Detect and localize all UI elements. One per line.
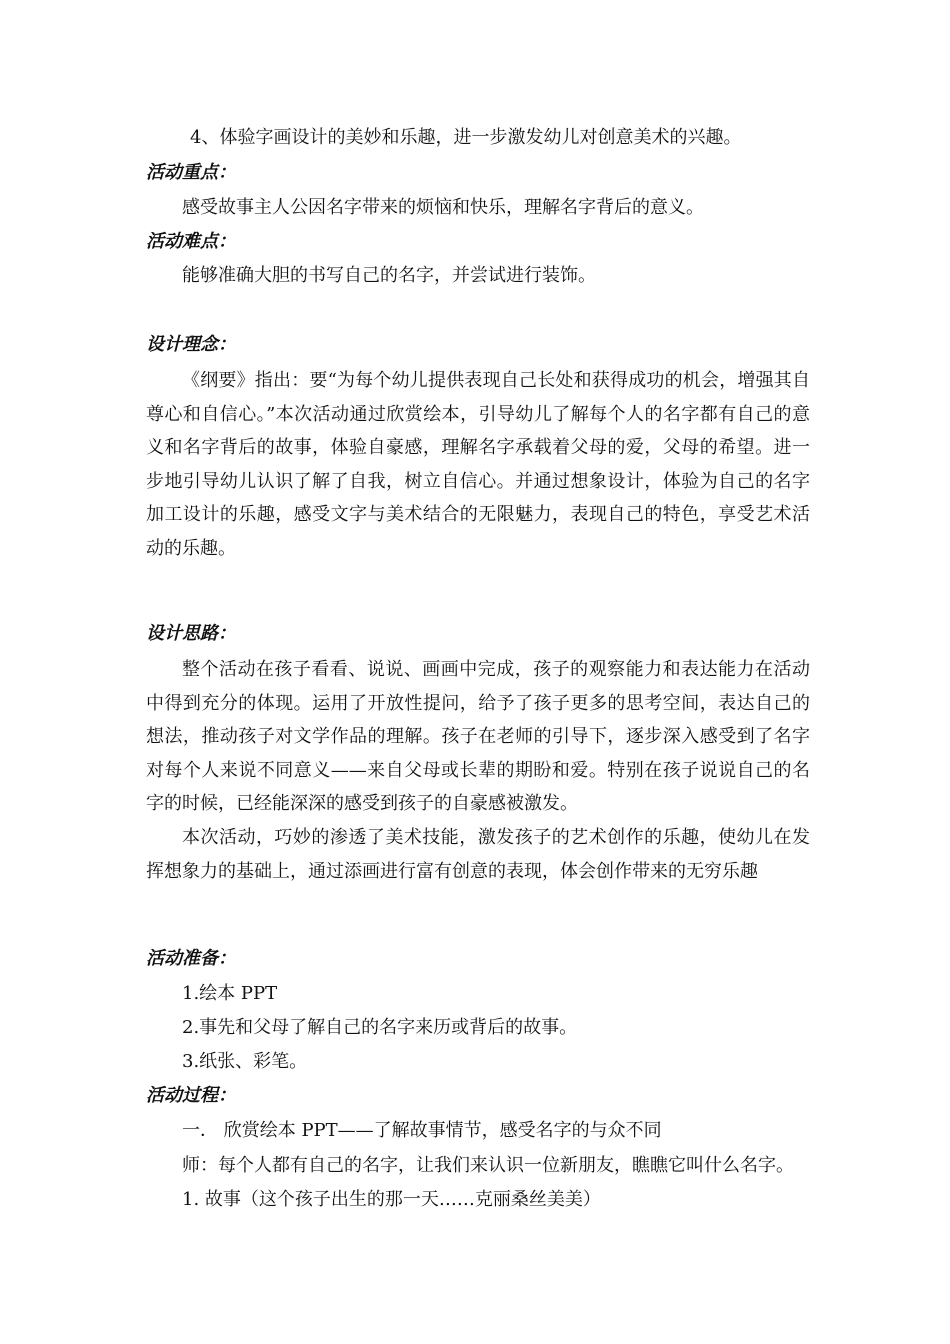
preparation-item: 1.绘本 PPT xyxy=(182,983,278,1004)
key-points-text: 感受故事主人公因名字带来的烦恼和快乐，理解名字背后的意义。 xyxy=(182,197,704,218)
concept-section xyxy=(146,364,810,566)
process-teacher-line: 师：每个人都有自己的名字，让我们来认识一位新朋友，瞧瞧它叫什么名字。 xyxy=(182,1155,794,1176)
difficulties-text: 能够准确大胆的书写自己的名字，并尝试进行装饰。 xyxy=(182,265,596,286)
preparation-item: 2.事先和父母了解自己的名字来历或背后的故事。 xyxy=(182,1017,578,1038)
approach-section xyxy=(146,653,810,888)
approach-heading: 设计思路： xyxy=(146,623,236,644)
difficulties-heading: 活动难点： xyxy=(146,231,236,252)
preparation-heading: 活动准备： xyxy=(146,948,236,969)
key-points-heading: 活动重点： xyxy=(146,162,236,183)
process-heading: 活动过程： xyxy=(146,1085,236,1106)
approach-paragraph-2: 本次活动，巧妙的渗透了美术技能，激发孩子的艺术创作的乐趣，使幼儿在发挥想象力的基础上，通过添画进行富有创意的表现，体会创作带来的无穷乐趣 xyxy=(146,826,810,882)
goal-4: 4、体验字画设计的美妙和乐趣，进一步激发幼儿对创意美术的兴趣。 xyxy=(190,127,742,148)
process-step-1: 一． 欣赏绘本 PPT——了解故事情节，感受名字的与众不同 xyxy=(182,1120,662,1141)
process-sub-item-1: 1. 故事（这个孩子出生的那一天……克丽桑丝美美） xyxy=(182,1189,601,1210)
concept-heading: 设计理念： xyxy=(146,334,236,355)
preparation-item: 3.纸张、彩笔。 xyxy=(182,1051,308,1072)
approach-paragraph-1: 整个活动在孩子看看、说说、画画中完成，孩子的观察能力和表达能力在活动中得到充分的体现。运用了开放性提问，给予了孩子更多的思考空间，表达自己的想法，推动孩子对文学作品的理解。孩子在老师的引导下，逐步深入感受到了名字对每个人来说不同意义——来自父母或长辈的期盼和爱。特别在孩子说说自己的名字的时候，已经能深深的感受到孩子的自豪感被激发。 xyxy=(146,659,810,815)
concept-paragraph: 《纲要》指出：要“为每个幼儿提供表现自己长处和获得成功的机会，增强其自尊心和自信心。”本次活动通过欣赏绘本，引导幼儿了解每个人的名字都有自己的意义和名字背后的故事，体验自豪感，理解名字承载着父母的爱，父母的希望。进一步地引导幼儿认识了解了自我，树立自信心。并通过想象设计，体验为自己的名字加工设计的乐趣，感受文字与美术结合的无限魅力，表现自己的特色，享受艺术活动的乐趣。 xyxy=(146,370,810,559)
